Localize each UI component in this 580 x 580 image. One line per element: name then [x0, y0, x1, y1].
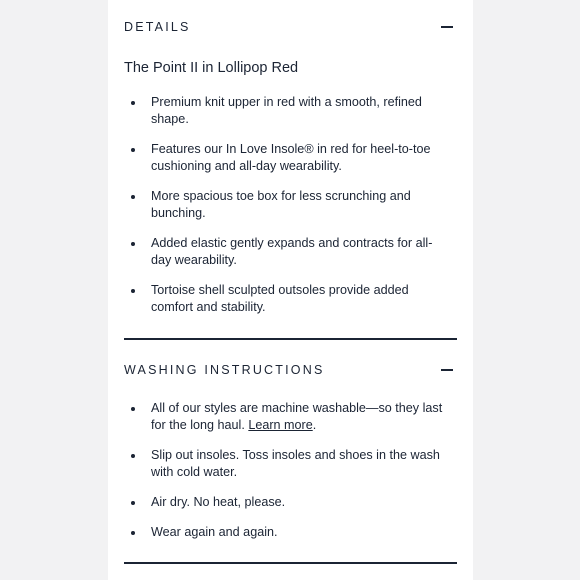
list-item: Added elastic gently expands and contracts for all-day wearability. — [124, 235, 457, 269]
section-divider — [124, 562, 457, 564]
washing-item-suffix: . — [312, 418, 317, 432]
list-item: Slip out insoles. Toss insoles and shoes in the wash with cold water. — [124, 447, 457, 481]
learn-more-link[interactable]: Learn more — [248, 418, 313, 432]
list-item: More spacious toe box for less scrunching and bunching. — [124, 188, 457, 222]
washing-title: WASHING INSTRUCTIONS — [124, 363, 325, 377]
details-title: DETAILS — [124, 20, 191, 34]
details-list — [124, 94, 457, 329]
product-info-panel — [108, 0, 473, 580]
washing-header[interactable] — [124, 362, 457, 382]
list-item: Features our In Love Insole® in red for heel-to-toe cushioning and all-day wearability. — [124, 141, 457, 175]
details-header[interactable] — [124, 19, 457, 39]
list-item — [124, 400, 457, 434]
section-divider — [124, 338, 457, 340]
list-item: Air dry. No heat, please. — [124, 494, 457, 511]
collapse-minus-icon[interactable] — [441, 26, 453, 28]
collapse-minus-icon[interactable] — [441, 369, 453, 371]
washing-list — [124, 400, 457, 554]
list-item: Wear again and again. — [124, 524, 457, 541]
product-name: The Point II in Lollipop Red — [124, 60, 299, 76]
list-item: Premium knit upper in red with a smooth, refined shape. — [124, 94, 457, 128]
list-item: Tortoise shell sculpted outsoles provide added comfort and stability. — [124, 282, 457, 316]
washing-item-text: All of our styles are machine washable—so they last for the long haul. — [151, 401, 443, 432]
